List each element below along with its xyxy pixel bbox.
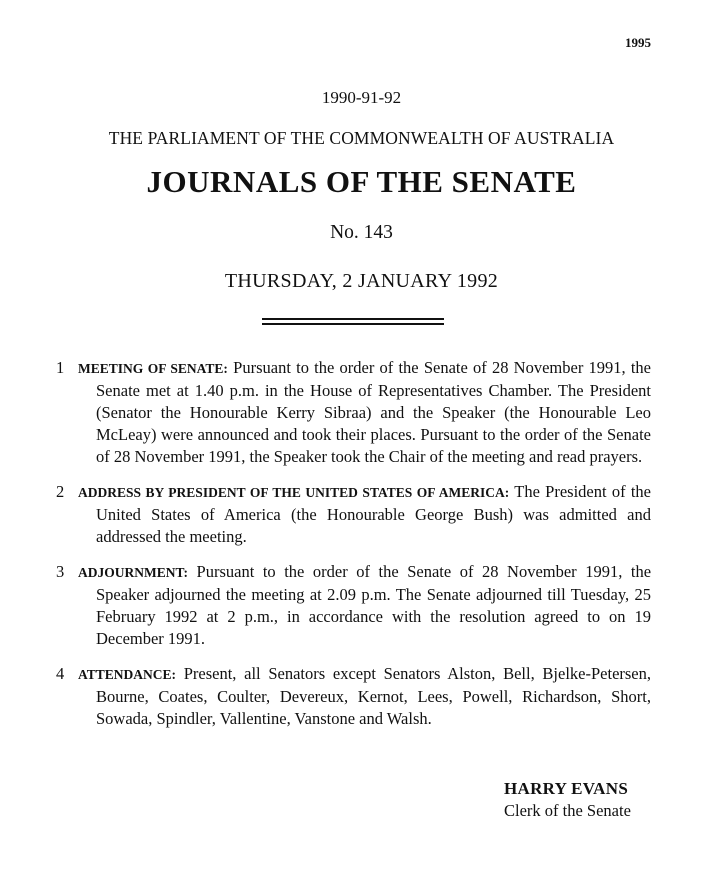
- journal-items: [0, 357, 723, 743]
- journal-item: [0, 357, 723, 468]
- item-heading: ATTENDANCE:: [78, 667, 177, 682]
- session-years: 1990-91-92: [321, 88, 402, 107]
- item-number: 1: [56, 358, 65, 377]
- title-rule-top: [262, 318, 444, 320]
- item-text: Pursuant to the order of the Senate of 28 November 1991, the Speaker adjourned the meeting at 2.09 p.m. The Senate adjourned till Tuesday, 25 February 1992 at 2 p.m., in accordance with the resolution agreed to on 19 December 1991.: [96, 562, 652, 648]
- item-text: Present, all Senators except Senators Alston, Bell, Bjelke-Petersen, Bourne, Coates, Coulter, Devereux, Kernot, Lees, Powell, Richardson, Short, Sowada, Spindler, Vallentine, Vanstone and Walsh.: [96, 664, 652, 728]
- item-heading: ADJOURNMENT:: [78, 565, 188, 580]
- sitting-date: THURSDAY, 2 JANUARY 1992: [224, 270, 499, 292]
- item-number: 4: [56, 664, 65, 683]
- item-heading: MEETING OF SENATE:: [78, 361, 228, 376]
- item-text: The President of the United States of America (the Honourable George Bush) was admitted and addressed the meeting.: [96, 482, 652, 546]
- item-number: 3: [56, 562, 65, 581]
- document-title: JOURNALS OF THE SENATE: [146, 164, 577, 199]
- item-text: Pursuant to the order of the Senate of 28 November 1991, the Senate met at 1.40 p.m. in the House of Representatives Chamber. The President (Senator the Honourable Kerry Sibraa) and the Speaker (the Honourable Leo McLeay) were announced and took their places. Pursuant to the order of the Senate of 28 November 1991, the Speaker took the Chair of the meeting and read prayers.: [96, 358, 652, 466]
- journal-item: [0, 561, 723, 650]
- title-rule-bottom: [262, 323, 444, 325]
- journal-item: [0, 481, 723, 548]
- item-number: 2: [56, 482, 65, 501]
- item-heading: ADDRESS BY PRESIDENT OF THE UNITED STATES OF AMERICA:: [78, 485, 510, 500]
- page-number: 1995: [625, 35, 651, 50]
- signatory-name: HARRY EVANS: [504, 779, 629, 798]
- signature-block: [504, 778, 631, 822]
- issue-number: No. 143: [330, 222, 393, 243]
- signatory-title: Clerk of the Senate: [504, 801, 631, 820]
- parliament-heading: THE PARLIAMENT OF THE COMMONWEALTH OF AUSTRALIA: [108, 128, 615, 148]
- journal-item: [0, 663, 723, 730]
